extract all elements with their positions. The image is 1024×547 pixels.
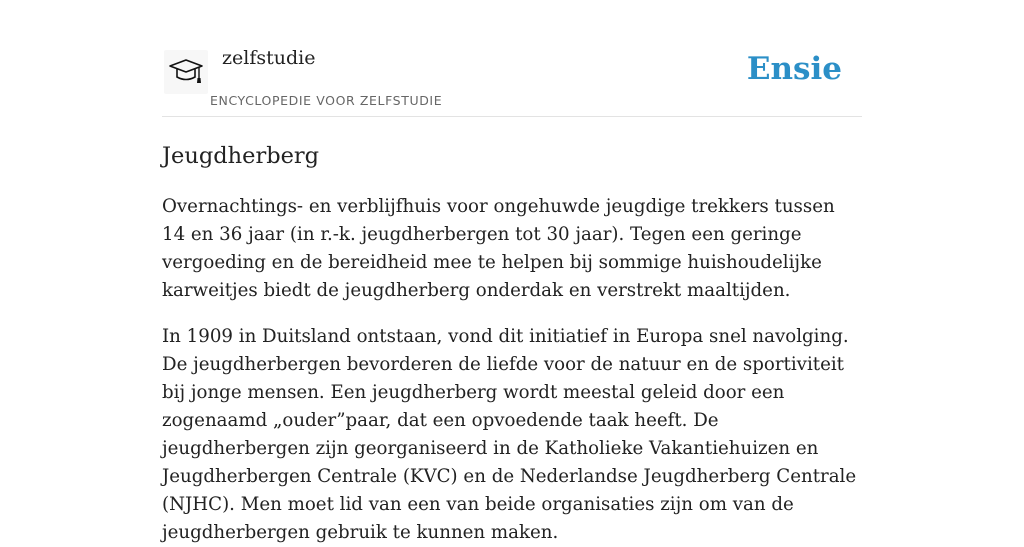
content-column: [162, 0, 862, 547]
article-paragraph-1: Overnachtings- en verblijfhuis voor ongehuwde jeugdige trekkers tussen 14 en 36 jaar (in r.-k. jeugdherbergen tot 30 jaar). Tegen een geringe vergoeding en de bereidheid mee te helpen bij sommige huishoudelijke karweitjes biedt de jeugdherberg onderdak en verstrekt maaltijden.: [162, 196, 835, 301]
article-title: Jeugdherberg: [162, 143, 320, 169]
site-header: [162, 0, 862, 117]
article-paragraph-2: In 1909 in Duitsland ontstaan, vond dit initiatief in Europa snel navolging. De jeugdherbergen bevorderen de liefde voor de natuur en de sportiviteit bij jonge mensen. Een jeugdherberg wordt meestal geleid door een zogenaamd „ouder”paar, dat een opvoedende taak heeft. De jeugdherbergen zijn georganiseerd in de Katholieke Vakantiehuizen en Jeugdherbergen Centrale (KVC) en de Nederlandse Jeugdherberg Centrale (NJHC). Men moet lid van een van beide organisaties zijn om van de jeugdherbergen gebruik te kunnen maken.: [162, 326, 857, 543]
ensie-logo-link[interactable]: Ensie: [746, 51, 842, 87]
site-name[interactable]: zelfstudie: [222, 47, 316, 69]
graduation-cap-icon[interactable]: [164, 50, 208, 94]
site-tagline: ENCYCLOPEDIE VOOR ZELFSTUDIE: [210, 93, 443, 108]
